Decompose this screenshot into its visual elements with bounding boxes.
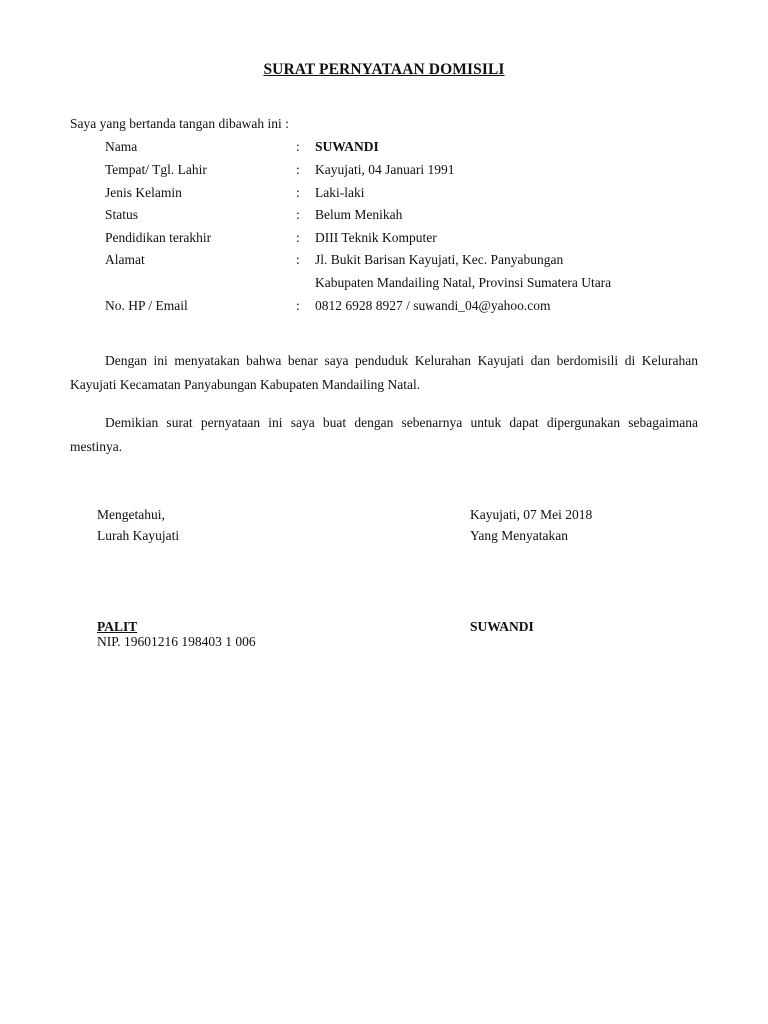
field-label: Nama [105, 139, 138, 154]
field-label: Status [105, 207, 139, 222]
field-row-pendidikan [0, 230, 768, 250]
closing-paragraph: Demikian surat pernyataan ini saya buat dengan sebenarnya untuk dapat dipergunakan sebagaimana mestinya. [70, 415, 698, 454]
field-value: Jl. Bukit Barisan Kayujati, Kec. Panyabungan [315, 252, 564, 267]
field-row-hp-email [0, 298, 768, 318]
document-title: SURAT PERNYATAAN DOMISILI [263, 61, 505, 78]
field-value: 0812 6928 8927 / suwandi_04@yahoo.com [315, 298, 551, 313]
field-row-status [0, 207, 768, 227]
sig-left-nip: NIP. 19601216 198403 1 006 [97, 634, 256, 649]
field-colon: : [296, 252, 300, 267]
field-label: No. HP / Email [105, 298, 188, 313]
field-colon: : [296, 185, 300, 200]
sig-right-line2: Yang Menyatakan [470, 528, 568, 543]
field-colon: : [296, 230, 300, 245]
field-value: SUWANDI [315, 139, 379, 154]
field-row-alamat [0, 252, 768, 272]
field-value: Belum Menikah [315, 207, 403, 222]
field-row-nama [0, 139, 768, 159]
field-colon: : [296, 207, 300, 222]
sig-right-name: SUWANDI [470, 619, 534, 634]
field-label: Tempat/ Tgl. Lahir [105, 162, 207, 177]
statement-paragraph: Dengan ini menyatakan bahwa benar saya penduduk Kelurahan Kayujati dan berdomisili di Kelurahan Kayujati Kecamatan Panyabungan Kabupaten Mandailing Natal. [70, 353, 698, 392]
sig-right-line1: Kayujati, 07 Mei 2018 [470, 507, 593, 522]
field-colon: : [296, 139, 300, 154]
field-row-jenis-kelamin [0, 185, 768, 205]
field-colon: : [296, 298, 300, 313]
field-label: Alamat [105, 252, 145, 267]
field-value: Kayujati, 04 Januari 1991 [315, 162, 455, 177]
sig-left-name: PALIT [97, 619, 138, 634]
intro-text: Saya yang bertanda tangan dibawah ini : [70, 116, 289, 131]
field-label: Jenis Kelamin [105, 185, 182, 200]
field-value-continuation: Kabupaten Mandailing Natal, Provinsi Sumatera Utara [315, 275, 612, 290]
field-label: Pendidikan terakhir [105, 230, 212, 245]
field-value: Laki-laki [315, 185, 365, 200]
field-value: DIII Teknik Komputer [315, 230, 437, 245]
field-row-alamat-line2 [0, 275, 768, 295]
field-colon: : [296, 162, 300, 177]
field-row-tempat-tgl-lahir [0, 162, 768, 182]
sig-left-line1: Mengetahui, [97, 507, 165, 522]
sig-left-line2: Lurah Kayujati [97, 528, 180, 543]
